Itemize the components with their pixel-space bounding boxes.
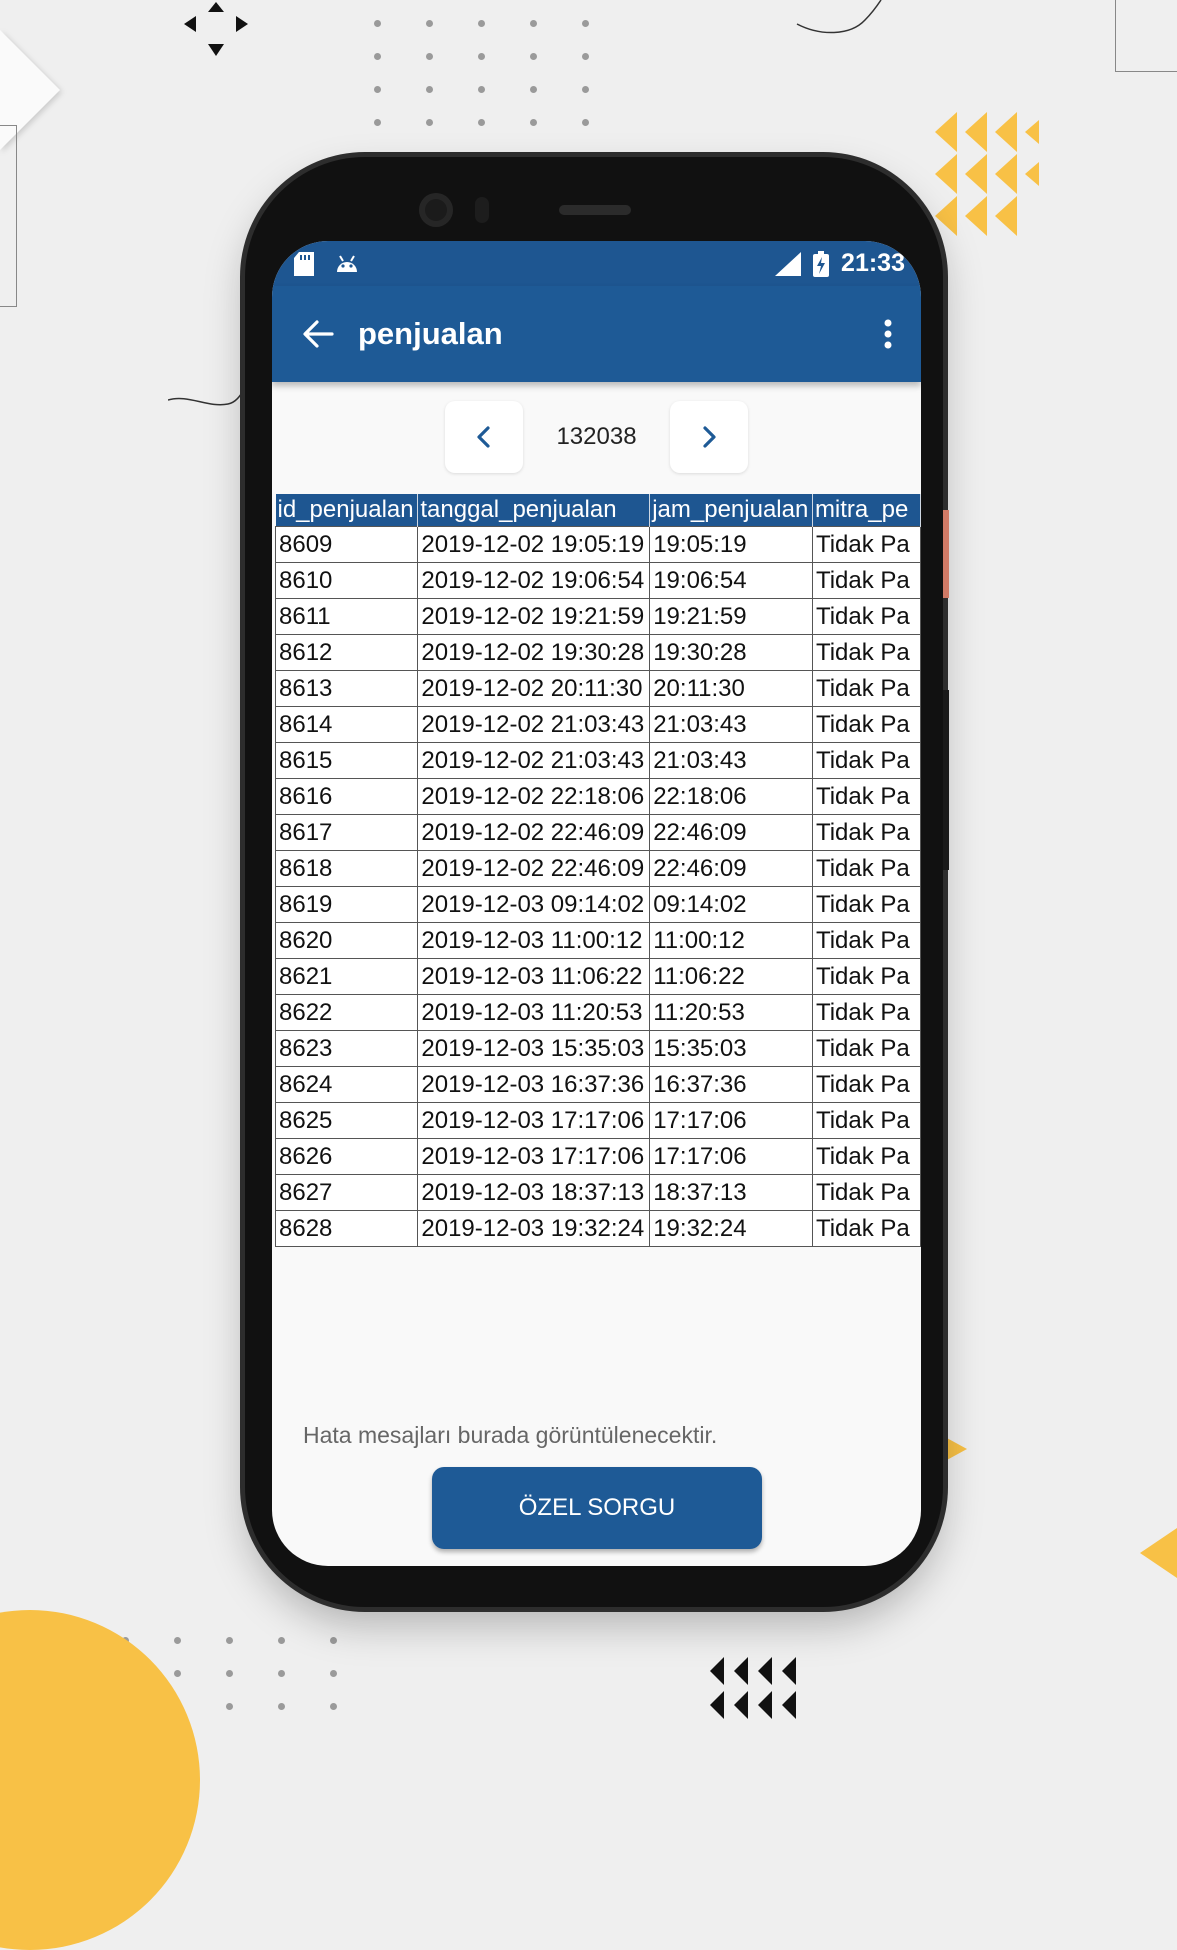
column-header[interactable]: tanggal_penjualan: [418, 494, 650, 527]
table-cell: 2019-12-03 17:17:06: [418, 1139, 650, 1175]
data-table: [275, 494, 921, 1247]
table-cell: 8628: [276, 1211, 418, 1247]
table-cell: 8621: [276, 959, 418, 995]
table-cell: 15:35:03: [650, 1031, 813, 1067]
android-icon: [336, 254, 358, 274]
table-cell: 8618: [276, 851, 418, 887]
table-row[interactable]: [276, 815, 921, 851]
table-cell: 19:06:54: [650, 563, 813, 599]
table-cell: 8614: [276, 707, 418, 743]
app-bar: [272, 286, 921, 382]
table-cell: 21:03:43: [650, 743, 813, 779]
phone-screen: [272, 241, 921, 1566]
status-bar: [272, 241, 921, 286]
table-cell: 11:20:53: [650, 995, 813, 1031]
table-cell: 17:17:06: [650, 1103, 813, 1139]
table-cell: Tidak Pa: [812, 887, 920, 923]
table-cell: Tidak Pa: [812, 1175, 920, 1211]
table-cell: 8627: [276, 1175, 418, 1211]
battery-icon: [813, 251, 829, 277]
table-cell: 2019-12-03 11:00:12: [418, 923, 650, 959]
page-number: 132038: [556, 423, 637, 450]
table-cell: 19:21:59: [650, 599, 813, 635]
table-cell: 22:46:09: [650, 851, 813, 887]
table-cell: Tidak Pa: [812, 779, 920, 815]
error-message: Hata mesajları burada görüntülenecektir.: [303, 1422, 718, 1448]
table-cell: 2019-12-02 22:46:09: [418, 815, 650, 851]
table-row[interactable]: [276, 671, 921, 707]
table-cell: Tidak Pa: [812, 1031, 920, 1067]
decor-yellow-right-triangle: [1140, 1528, 1177, 1578]
table-cell: 8620: [276, 923, 418, 959]
table-cell: 2019-12-03 17:17:06: [418, 1103, 650, 1139]
table-cell: 2019-12-02 19:21:59: [418, 599, 650, 635]
table-cell: 2019-12-02 19:30:28: [418, 635, 650, 671]
decor-yellow-triangles: [935, 112, 1039, 236]
table-row[interactable]: [276, 599, 921, 635]
table-row[interactable]: [276, 635, 921, 671]
table-cell: 2019-12-03 16:37:36: [418, 1067, 650, 1103]
table-cell: Tidak Pa: [812, 1103, 920, 1139]
table-cell: 09:14:02: [650, 887, 813, 923]
table-row[interactable]: [276, 779, 921, 815]
table-cell: 20:11:30: [650, 671, 813, 707]
table-cell: Tidak Pa: [812, 707, 920, 743]
table-cell: 2019-12-03 11:20:53: [418, 995, 650, 1031]
phone-volume-button: [943, 690, 949, 870]
table-row[interactable]: [276, 959, 921, 995]
table-row[interactable]: [276, 743, 921, 779]
sensor: [475, 197, 489, 223]
table-cell: 8615: [276, 743, 418, 779]
table-row[interactable]: [276, 1031, 921, 1067]
table-cell: Tidak Pa: [812, 527, 920, 563]
table-cell: 2019-12-02 22:46:09: [418, 851, 650, 887]
table-cell: 11:06:22: [650, 959, 813, 995]
table-row[interactable]: [276, 563, 921, 599]
chevron-right-icon: [701, 426, 717, 448]
table-cell: 8626: [276, 1139, 418, 1175]
decor-yellow-small-triangle: [945, 1437, 967, 1461]
table-cell: 2019-12-03 15:35:03: [418, 1031, 650, 1067]
decor-squiggle-left: [168, 378, 248, 408]
table-row[interactable]: [276, 851, 921, 887]
table-cell: 8612: [276, 635, 418, 671]
table-cell: Tidak Pa: [812, 671, 920, 707]
decor-move-cross-icon: [184, 2, 248, 58]
table-row[interactable]: [276, 887, 921, 923]
column-header[interactable]: jam_penjualan: [650, 494, 813, 527]
table-cell: 19:32:24: [650, 1211, 813, 1247]
table-cell: 18:37:13: [650, 1175, 813, 1211]
next-page-button[interactable]: [670, 401, 748, 473]
table-cell: 2019-12-03 11:06:22: [418, 959, 650, 995]
table-cell: Tidak Pa: [812, 959, 920, 995]
status-time: 21:33: [841, 249, 905, 277]
earpiece-speaker: [559, 205, 631, 215]
table-cell: Tidak Pa: [812, 1211, 920, 1247]
table-cell: Tidak Pa: [812, 851, 920, 887]
table-cell: 2019-12-03 19:32:24: [418, 1211, 650, 1247]
decor-dot-grid-top: [374, 20, 608, 126]
table-cell: 2019-12-02 19:06:54: [418, 563, 650, 599]
table-cell: 17:17:06: [650, 1139, 813, 1175]
prev-page-button[interactable]: [445, 401, 523, 473]
table-cell: 2019-12-02 19:05:19: [418, 527, 650, 563]
custom-query-button[interactable]: ÖZEL SORGU: [432, 1467, 762, 1549]
decor-outline-box-top-right: [1115, 0, 1177, 72]
column-header[interactable]: mitra_pe: [812, 494, 920, 527]
more-vert-icon[interactable]: [883, 319, 893, 349]
table-cell: 22:18:06: [650, 779, 813, 815]
table-cell: 2019-12-02 21:03:43: [418, 707, 650, 743]
phone-power-button: [943, 510, 949, 598]
table-cell: 2019-12-02 22:18:06: [418, 779, 650, 815]
table-cell: Tidak Pa: [812, 1139, 920, 1175]
table-cell: Tidak Pa: [812, 923, 920, 959]
table-cell: 2019-12-02 21:03:43: [418, 743, 650, 779]
table-cell: Tidak Pa: [812, 599, 920, 635]
table-row[interactable]: [276, 1175, 921, 1211]
pagination: [272, 382, 921, 492]
table-cell: Tidak Pa: [812, 1067, 920, 1103]
table-cell: 8619: [276, 887, 418, 923]
table-cell: Tidak Pa: [812, 815, 920, 851]
table-cell: 8622: [276, 995, 418, 1031]
table-cell: Tidak Pa: [812, 743, 920, 779]
table-cell: 8623: [276, 1031, 418, 1067]
table-cell: 19:30:28: [650, 635, 813, 671]
table-row[interactable]: [276, 995, 921, 1031]
decor-squiggle-top: [795, 0, 885, 36]
sd-card-icon: [294, 252, 314, 276]
page-title: penjualan: [358, 316, 503, 351]
table-cell: 8625: [276, 1103, 418, 1139]
signal-icon: [775, 252, 801, 276]
table-row[interactable]: [276, 1067, 921, 1103]
table-row[interactable]: [276, 923, 921, 959]
column-header[interactable]: id_penjualan: [276, 494, 418, 527]
table-row[interactable]: [276, 1211, 921, 1247]
table-cell: 22:46:09: [650, 815, 813, 851]
table-cell: 2019-12-02 20:11:30: [418, 671, 650, 707]
decor-outline-box: [0, 125, 17, 307]
front-camera: [419, 193, 453, 227]
table-cell: Tidak Pa: [812, 995, 920, 1031]
table-cell: Tidak Pa: [812, 635, 920, 671]
table-cell: 8616: [276, 779, 418, 815]
table-cell: 2019-12-03 09:14:02: [418, 887, 650, 923]
table-cell: 11:00:12: [650, 923, 813, 959]
table-cell: 8624: [276, 1067, 418, 1103]
table-cell: 8611: [276, 599, 418, 635]
data-table-container[interactable]: [275, 494, 921, 1247]
table-cell: 8609: [276, 527, 418, 563]
table-row[interactable]: [276, 527, 921, 563]
table-cell: 8617: [276, 815, 418, 851]
table-cell: 21:03:43: [650, 707, 813, 743]
table-cell: Tidak Pa: [812, 563, 920, 599]
chevron-left-icon: [476, 426, 492, 448]
decor-black-triangles: [710, 1657, 810, 1727]
table-cell: 8610: [276, 563, 418, 599]
back-arrow-icon[interactable]: [302, 319, 334, 349]
table-header-row: [276, 494, 921, 527]
table-cell: 8613: [276, 671, 418, 707]
table-row[interactable]: [276, 707, 921, 743]
table-row[interactable]: [276, 1103, 921, 1139]
table-cell: 19:05:19: [650, 527, 813, 563]
table-cell: 2019-12-03 18:37:13: [418, 1175, 650, 1211]
table-row[interactable]: [276, 1139, 921, 1175]
table-cell: 16:37:36: [650, 1067, 813, 1103]
